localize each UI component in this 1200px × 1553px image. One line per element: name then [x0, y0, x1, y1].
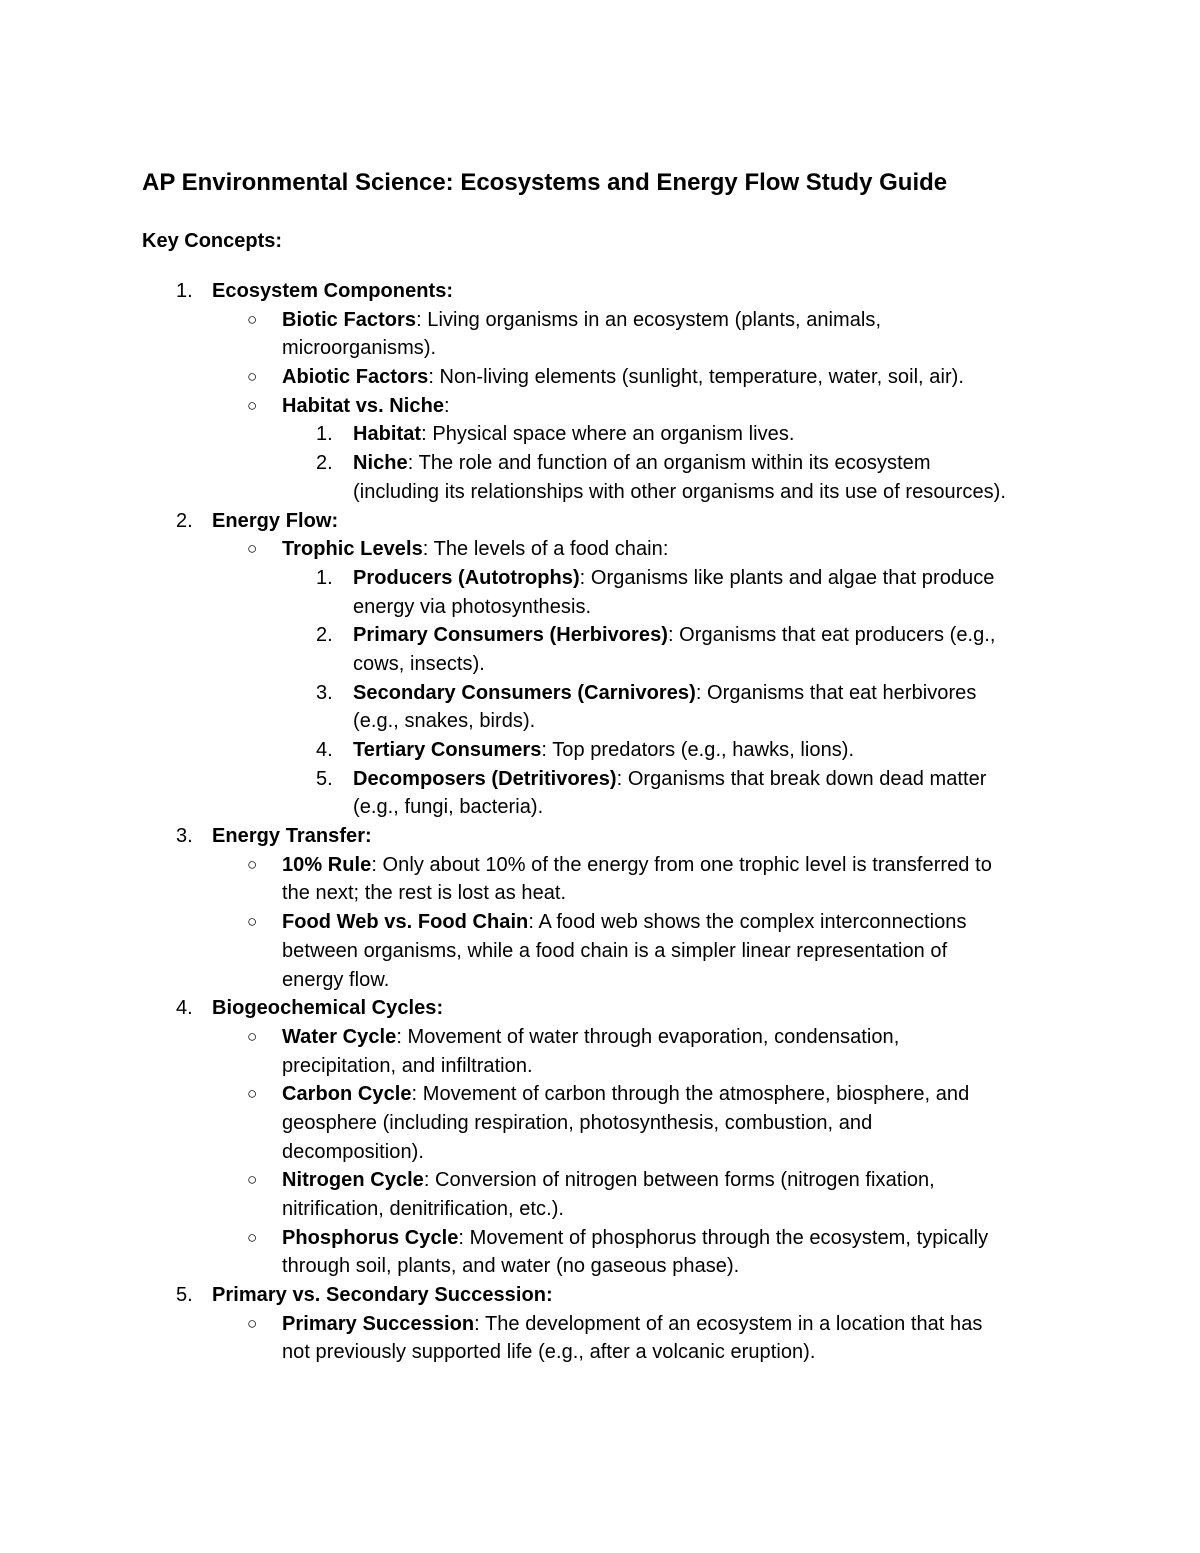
line-text: Primary vs. Secondary Succession:: [212, 1284, 553, 1307]
line-text: Producers (Autotrophs): Organisms like plants and algae that produce: [353, 566, 995, 589]
concept-outline: [0, 277, 1200, 1367]
bullet-marker: ○: [247, 1084, 258, 1104]
concept-item: [0, 535, 1200, 564]
term: Habitat vs. Niche: [282, 394, 445, 417]
line-text: Primary Succession: The development of an ecosystem in a location that has: [282, 1312, 983, 1335]
sub-concept-item: [0, 564, 1200, 593]
term: Water Cycle: [282, 1025, 397, 1048]
line-text: Habitat: Physical space where an organism lives.: [353, 423, 795, 446]
line-text: Energy Flow:: [212, 509, 339, 532]
line-text: through soil, plants, and water (no gaseous phase).: [282, 1255, 740, 1278]
line-text: geosphere (including respiration, photosynthesis, combustion, and: [282, 1111, 873, 1134]
concept-item: [0, 1080, 1200, 1109]
sub-concept-item-cont: [0, 593, 1200, 622]
concept-item-cont: [0, 1338, 1200, 1367]
section-heading: [0, 277, 1200, 306]
section-heading: [0, 822, 1200, 851]
term: Niche: [353, 452, 408, 475]
term: Primary Succession: [282, 1312, 475, 1335]
term: Biotic Factors: [282, 308, 417, 331]
list-number: 3.: [316, 681, 333, 704]
bullet-marker: ○: [247, 1026, 258, 1046]
section-heading: [0, 507, 1200, 536]
bullet-marker: ○: [247, 309, 258, 329]
list-number: 1.: [316, 566, 333, 589]
concept-item: [0, 392, 1200, 421]
line-text: (including its relationships with other organisms and its use of resources).: [353, 480, 1006, 503]
line-text: Niche: The role and function of an organism within its ecosystem: [353, 452, 931, 475]
line-text: cows, insects).: [353, 652, 485, 675]
line-text: Biogeochemical Cycles:: [212, 997, 444, 1020]
line-text: Energy Transfer:: [212, 825, 372, 848]
line-text: Carbon Cycle: Movement of carbon through the atmosphere, biosphere, and: [282, 1083, 970, 1106]
line-text: Habitat vs. Niche:: [282, 394, 450, 417]
line-text: precipitation, and infiltration.: [282, 1054, 533, 1077]
line-text: Food Web vs. Food Chain: A food web shows the complex interconnections: [282, 911, 967, 934]
list-number: 1.: [316, 423, 333, 446]
line-text: Ecosystem Components:: [212, 280, 454, 302]
concept-item: [0, 1310, 1200, 1339]
line-text: Abiotic Factors: Non-living elements (sunlight, temperature, water, soil, air).: [282, 366, 964, 389]
bullet-marker: ○: [247, 1227, 258, 1247]
line-text: (e.g., fungi, bacteria).: [353, 796, 544, 819]
sub-concept-item-cont: [0, 650, 1200, 679]
list-number: 2.: [176, 509, 193, 532]
term: 10% Rule: [282, 853, 372, 876]
term: Decomposers (Detritivores): [353, 767, 617, 790]
concept-item-cont: [0, 879, 1200, 908]
term: Phosphorus Cycle: [282, 1226, 459, 1249]
sub-concept-item: [0, 679, 1200, 708]
list-number: 2.: [316, 452, 333, 475]
line-text: (e.g., snakes, birds).: [353, 710, 536, 733]
document-title: AP Environmental Science: Ecosystems and Energy Flow Study Guide: [142, 169, 948, 196]
sub-concept-item: [0, 449, 1200, 478]
term: Abiotic Factors: [282, 366, 429, 389]
line-text: not previously supported life (e.g., after a volcanic eruption).: [282, 1341, 816, 1364]
line-text: Biotic Factors: Living organisms in an ecosystem (plants, animals,: [282, 308, 882, 331]
bullet-marker: ○: [247, 854, 258, 874]
concept-item: [0, 306, 1200, 335]
term: Secondary Consumers (Carnivores): [353, 681, 696, 704]
concept-item-cont: [0, 1052, 1200, 1081]
section-heading: [0, 994, 1200, 1023]
line-text: Phosphorus Cycle: Movement of phosphorus through the ecosystem, typically: [282, 1226, 989, 1249]
list-number: 5.: [316, 767, 333, 790]
line-text: nitrification, denitrification, etc.).: [282, 1198, 565, 1220]
list-number: 4.: [176, 997, 193, 1020]
concept-item: [0, 908, 1200, 937]
sub-concept-item-cont: [0, 793, 1200, 822]
line-text: Secondary Consumers (Carnivores): Organisms that eat herbivores: [353, 681, 977, 704]
line-text: 10% Rule: Only about 10% of the energy from one trophic level is transferred to: [282, 853, 992, 876]
concept-item-cont: [0, 966, 1200, 995]
sub-concept-item: [0, 736, 1200, 765]
concept-item-cont: [0, 937, 1200, 966]
line-text: Decomposers (Detritivores): Organisms that break down dead matter: [353, 767, 987, 790]
term: Tertiary Consumers: [353, 739, 542, 761]
term: Trophic Levels: [282, 538, 423, 561]
list-number: 2.: [316, 624, 333, 647]
line-text: energy via photosynthesis.: [353, 595, 592, 618]
sub-concept-item: [0, 621, 1200, 650]
concept-item-cont: [0, 1252, 1200, 1281]
line-text: energy flow.: [282, 968, 390, 991]
concept-item-cont: [0, 1109, 1200, 1138]
key-concepts-heading: Key Concepts:: [142, 230, 283, 252]
sub-concept-item-cont: [0, 478, 1200, 507]
concept-item: [0, 1023, 1200, 1052]
concept-item: [0, 363, 1200, 392]
concept-item: [0, 851, 1200, 880]
sub-concept-item: [0, 420, 1200, 449]
term: Habitat: [353, 423, 422, 446]
term: Producers (Autotrophs): [353, 566, 580, 589]
term: Food Web vs. Food Chain: [282, 911, 529, 934]
line-text: the next; the rest is lost as heat.: [282, 882, 567, 905]
line-text: decomposition).: [282, 1140, 424, 1163]
term: Primary Consumers (Herbivores): [353, 624, 668, 647]
sub-concept-item-cont: [0, 707, 1200, 736]
list-number: 3.: [176, 825, 193, 848]
line-text: between organisms, while a food chain is a simpler linear representation of: [282, 939, 948, 962]
concept-item: [0, 1166, 1200, 1195]
list-number: 1.: [176, 280, 193, 302]
term: Nitrogen Cycle: [282, 1169, 424, 1192]
bullet-marker: ○: [247, 1313, 258, 1333]
line-text: Nitrogen Cycle: Conversion of nitrogen between forms (nitrogen fixation,: [282, 1169, 935, 1192]
sub-concept-item: [0, 765, 1200, 794]
line-text: Water Cycle: Movement of water through evaporation, condensation,: [282, 1025, 900, 1048]
bullet-marker: ○: [247, 395, 258, 415]
bullet-marker: ○: [247, 539, 258, 559]
concept-item-cont: [0, 334, 1200, 363]
bullet-marker: ○: [247, 1170, 258, 1190]
list-number: 4.: [316, 739, 333, 761]
concept-item-cont: [0, 1195, 1200, 1224]
bullet-marker: ○: [247, 367, 258, 387]
line-text: microorganisms).: [282, 337, 437, 360]
list-number: 5.: [176, 1284, 193, 1307]
concept-item: [0, 1224, 1200, 1253]
bullet-marker: ○: [247, 912, 258, 932]
concept-item-cont: [0, 1138, 1200, 1167]
line-text: Trophic Levels: The levels of a food chain:: [282, 538, 669, 561]
line-text: Tertiary Consumers: Top predators (e.g., hawks, lions).: [353, 739, 855, 761]
term: Carbon Cycle: [282, 1083, 412, 1106]
line-text: Primary Consumers (Herbivores): Organisms that eat producers (e.g.,: [353, 624, 996, 647]
section-heading: [0, 1281, 1200, 1310]
